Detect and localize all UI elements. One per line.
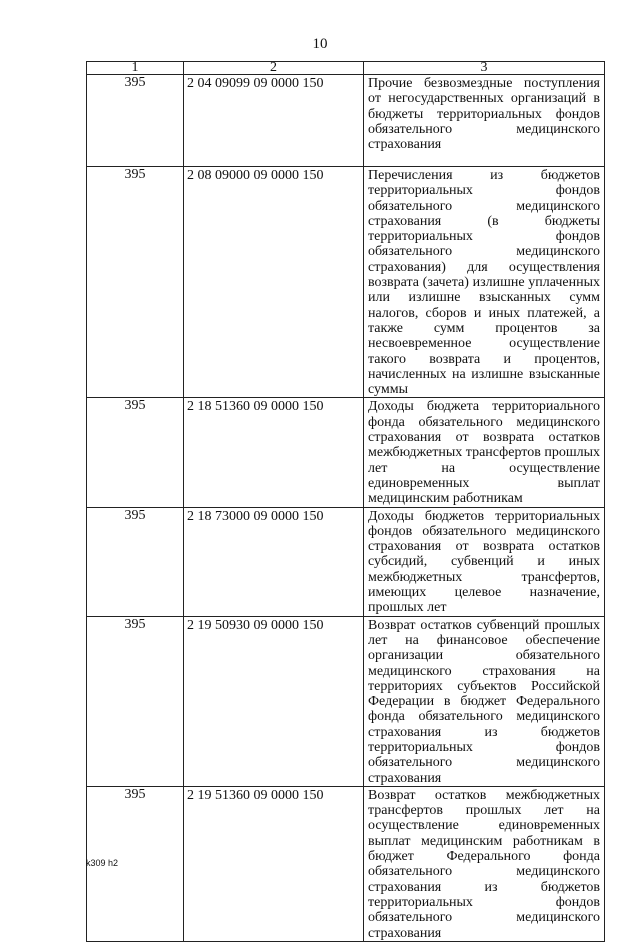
budget-class-code: 2 18 51360 09 0000 150 [184,398,364,507]
document-footer-code: k309 h2 [86,858,119,868]
table-row [87,616,605,786]
table-row [87,398,605,507]
budget-class-code: 2 19 51360 09 0000 150 [184,786,364,941]
column-header: 3 [364,62,605,75]
page-number: 10 [312,36,328,52]
column-header: 2 [184,62,364,75]
admin-code: 395 [87,786,184,941]
budget-class-code: 2 18 73000 09 0000 150 [184,507,364,616]
table-row [87,167,605,398]
table-row [87,75,605,167]
admin-code: 395 [87,507,184,616]
admin-code: 395 [87,398,184,507]
table-header-row [87,62,605,75]
revenue-name: Доходы бюджета территориального фонда обязательного медицинского страхования от возврата остатков межбюджетных трансфертов прошлых лет на осуществление единовременных выплат медицинским работникам [364,398,605,507]
revenue-name: Перечисления из бюджетов территориальных фондов обязательного медицинского страхования (в бюджеты территориальных фондов обязательного медицинского страхования) для осуществления возврата (зачета) излишне уплаченных или излишне взысканных сумм налогов, сборов и иных платежей, а также сумм процентов за несвоевременное осуществление такого возврата и процентов, начисленных на излишне взысканные суммы [364,167,605,398]
admin-code: 395 [87,616,184,786]
budget-class-code: 2 04 09099 09 0000 150 [184,75,364,167]
admin-code: 395 [87,75,184,167]
column-header: 1 [87,62,184,75]
revenue-name: Возврат остатков межбюджетных трансфертов прошлых лет на осуществление единовременных выплат медицинским работникам в бюджет Федерального фонда обязательного медицинского страхования из бюджетов территориальных фондов обязательного медицинского страхования [364,786,605,941]
table-row [87,786,605,941]
revenue-name: Доходы бюджетов территориальных фондов обязательного медицинского страхования от возврата остатков субсидий, субвенций и иных межбюджетных трансфертов, имеющих целевое назначение, прошлых лет [364,507,605,616]
admin-code: 395 [87,167,184,398]
budget-codes-table [86,61,605,942]
revenue-name: Прочие безвозмездные поступления от негосударственных организаций в бюджеты территориальных фондов обязательного медицинского страхования [364,75,605,167]
revenue-name: Возврат остатков субвенций прошлых лет на финансовое обеспечение организации обязательного медицинского страхования на территориях субъектов Российской Федерации в бюджет Федерального фонда обязательного медицинского страхования из бюджетов территориальных фондов обязательного медицинского страхования [364,616,605,786]
table-row [87,507,605,616]
budget-class-code: 2 19 50930 09 0000 150 [184,616,364,786]
budget-class-code: 2 08 09000 09 0000 150 [184,167,364,398]
